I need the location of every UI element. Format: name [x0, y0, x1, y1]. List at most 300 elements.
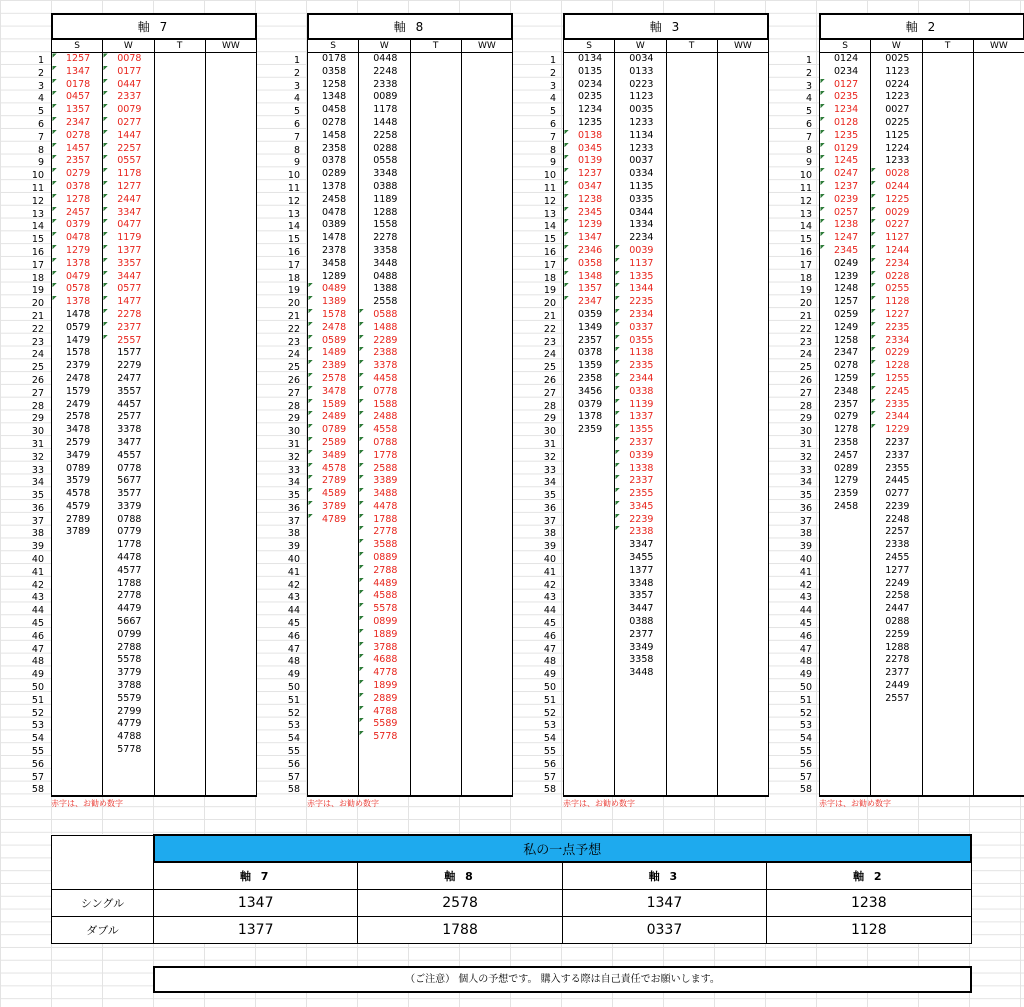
t-cell[interactable] — [666, 654, 717, 667]
t-cell[interactable] — [666, 488, 717, 501]
ww-cell[interactable] — [461, 219, 512, 232]
ww-cell[interactable] — [205, 744, 256, 757]
ww-cell[interactable] — [973, 79, 1024, 92]
w-cell[interactable]: 2235 — [871, 322, 922, 335]
t-cell[interactable] — [922, 437, 973, 450]
s-cell[interactable] — [564, 642, 615, 655]
t-cell[interactable] — [922, 335, 973, 348]
t-cell[interactable] — [666, 603, 717, 616]
w-cell[interactable]: 0788 — [103, 514, 154, 527]
w-cell[interactable]: 1123 — [871, 66, 922, 79]
t-cell[interactable] — [410, 514, 461, 527]
ww-cell[interactable] — [205, 245, 256, 258]
w-cell[interactable]: 2344 — [615, 373, 666, 386]
w-cell[interactable]: 1179 — [103, 232, 154, 245]
t-cell[interactable] — [154, 514, 205, 527]
ww-cell[interactable] — [717, 488, 768, 501]
s-cell[interactable] — [820, 667, 871, 680]
t-cell[interactable] — [922, 475, 973, 488]
s-cell[interactable]: 1589 — [308, 399, 359, 412]
w-cell[interactable]: 3788 — [359, 642, 410, 655]
s-cell[interactable]: 0458 — [308, 104, 359, 117]
ww-cell[interactable] — [205, 79, 256, 92]
t-cell[interactable] — [154, 245, 205, 258]
s-cell[interactable]: 1257 — [52, 53, 103, 66]
ww-cell[interactable] — [205, 731, 256, 744]
t-cell[interactable] — [666, 411, 717, 424]
w-cell[interactable]: 5579 — [103, 693, 154, 706]
ww-cell[interactable] — [973, 104, 1024, 117]
w-cell[interactable]: 1788 — [359, 514, 410, 527]
w-cell[interactable]: 1355 — [615, 424, 666, 437]
w-cell[interactable]: 1477 — [103, 296, 154, 309]
t-cell[interactable] — [154, 642, 205, 655]
ww-cell[interactable] — [205, 411, 256, 424]
t-cell[interactable] — [922, 642, 973, 655]
t-cell[interactable] — [154, 271, 205, 284]
s-cell[interactable] — [564, 514, 615, 527]
ww-cell[interactable] — [717, 667, 768, 680]
ww-cell[interactable] — [717, 347, 768, 360]
t-cell[interactable] — [922, 296, 973, 309]
ww-cell[interactable] — [717, 335, 768, 348]
t-cell[interactable] — [410, 258, 461, 271]
ww-cell[interactable] — [205, 437, 256, 450]
ww-cell[interactable] — [973, 475, 1024, 488]
ww-cell[interactable] — [717, 283, 768, 296]
s-cell[interactable]: 1238 — [564, 194, 615, 207]
s-cell[interactable]: 0589 — [308, 335, 359, 348]
s-cell[interactable]: 2478 — [52, 373, 103, 386]
ww-cell[interactable] — [973, 168, 1024, 181]
t-cell[interactable] — [666, 104, 717, 117]
t-cell[interactable] — [922, 283, 973, 296]
ww-cell[interactable] — [973, 155, 1024, 168]
ww-cell[interactable] — [205, 718, 256, 731]
ww-cell[interactable] — [973, 629, 1024, 642]
t-cell[interactable] — [154, 155, 205, 168]
s-cell[interactable]: 0789 — [52, 463, 103, 476]
w-cell[interactable]: 2477 — [103, 373, 154, 386]
s-cell[interactable]: 0259 — [820, 309, 871, 322]
ww-cell[interactable] — [461, 463, 512, 476]
ww-cell[interactable] — [205, 309, 256, 322]
t-cell[interactable] — [666, 207, 717, 220]
ww-cell[interactable] — [205, 66, 256, 79]
s-cell[interactable]: 2458 — [820, 501, 871, 514]
ww-cell[interactable] — [205, 463, 256, 476]
ww-cell[interactable] — [205, 271, 256, 284]
w-cell[interactable] — [615, 757, 666, 770]
s-cell[interactable]: 2479 — [52, 399, 103, 412]
t-cell[interactable] — [410, 654, 461, 667]
ww-cell[interactable] — [461, 53, 512, 66]
t-cell[interactable] — [666, 590, 717, 603]
w-cell[interactable]: 1377 — [103, 245, 154, 258]
t-cell[interactable] — [666, 757, 717, 770]
w-cell[interactable]: 1255 — [871, 373, 922, 386]
s-cell[interactable]: 0235 — [820, 91, 871, 104]
t-cell[interactable] — [922, 463, 973, 476]
w-cell[interactable]: 3379 — [103, 501, 154, 514]
t-cell[interactable] — [666, 168, 717, 181]
s-cell[interactable]: 0479 — [52, 271, 103, 284]
ww-cell[interactable] — [717, 53, 768, 66]
ww-cell[interactable] — [461, 590, 512, 603]
w-cell[interactable]: 0037 — [615, 155, 666, 168]
ww-cell[interactable] — [461, 757, 512, 770]
w-cell[interactable]: 2447 — [103, 194, 154, 207]
t-cell[interactable] — [922, 386, 973, 399]
t-cell[interactable] — [154, 603, 205, 616]
s-cell[interactable]: 0129 — [820, 143, 871, 156]
ww-cell[interactable] — [461, 616, 512, 629]
w-cell[interactable]: 1123 — [615, 91, 666, 104]
s-cell[interactable]: 2478 — [308, 322, 359, 335]
t-cell[interactable] — [410, 207, 461, 220]
t-cell[interactable] — [666, 79, 717, 92]
w-cell[interactable]: 4458 — [359, 373, 410, 386]
s-cell[interactable] — [820, 578, 871, 591]
s-cell[interactable] — [564, 616, 615, 629]
t-cell[interactable] — [922, 360, 973, 373]
ww-cell[interactable] — [717, 245, 768, 258]
w-cell[interactable]: 2377 — [871, 667, 922, 680]
s-cell[interactable]: 0289 — [820, 463, 871, 476]
t-cell[interactable] — [410, 347, 461, 360]
t-cell[interactable] — [154, 283, 205, 296]
s-cell[interactable]: 2789 — [52, 514, 103, 527]
w-cell[interactable] — [359, 744, 410, 757]
t-cell[interactable] — [410, 322, 461, 335]
t-cell[interactable] — [666, 565, 717, 578]
t-cell[interactable] — [154, 654, 205, 667]
s-cell[interactable]: 0379 — [564, 399, 615, 412]
t-cell[interactable] — [410, 117, 461, 130]
w-cell[interactable]: 1335 — [615, 271, 666, 284]
t-cell[interactable] — [922, 155, 973, 168]
s-cell[interactable]: 1237 — [564, 168, 615, 181]
t-cell[interactable] — [666, 706, 717, 719]
w-cell[interactable]: 1178 — [103, 168, 154, 181]
t-cell[interactable] — [410, 373, 461, 386]
s-cell[interactable]: 1378 — [52, 296, 103, 309]
w-cell[interactable]: 0447 — [103, 79, 154, 92]
s-cell[interactable] — [564, 552, 615, 565]
t-cell[interactable] — [666, 347, 717, 360]
t-cell[interactable] — [666, 399, 717, 412]
s-cell[interactable] — [52, 616, 103, 629]
w-cell[interactable]: 2778 — [103, 590, 154, 603]
s-cell[interactable]: 1239 — [820, 271, 871, 284]
w-cell[interactable]: 2237 — [871, 437, 922, 450]
ww-cell[interactable] — [973, 130, 1024, 143]
t-cell[interactable] — [666, 424, 717, 437]
s-cell[interactable]: 0138 — [564, 130, 615, 143]
w-cell[interactable]: 2377 — [103, 322, 154, 335]
w-cell[interactable]: 5778 — [359, 731, 410, 744]
w-cell[interactable]: 3357 — [615, 590, 666, 603]
ww-cell[interactable] — [717, 91, 768, 104]
t-cell[interactable] — [922, 411, 973, 424]
s-cell[interactable]: 0489 — [308, 283, 359, 296]
ww-cell[interactable] — [973, 219, 1024, 232]
ww-cell[interactable] — [205, 590, 256, 603]
s-cell[interactable]: 1357 — [564, 283, 615, 296]
t-cell[interactable] — [922, 706, 973, 719]
w-cell[interactable] — [615, 770, 666, 783]
s-cell[interactable]: 0358 — [564, 258, 615, 271]
t-cell[interactable] — [154, 744, 205, 757]
w-cell[interactable]: 3348 — [359, 168, 410, 181]
s-cell[interactable] — [820, 629, 871, 642]
ww-cell[interactable] — [461, 309, 512, 322]
t-cell[interactable] — [154, 475, 205, 488]
s-cell[interactable]: 2346 — [564, 245, 615, 258]
ww-cell[interactable] — [461, 475, 512, 488]
w-cell[interactable]: 0035 — [615, 104, 666, 117]
w-cell[interactable]: 2337 — [615, 437, 666, 450]
w-cell[interactable]: 2588 — [359, 463, 410, 476]
ww-cell[interactable] — [461, 514, 512, 527]
s-cell[interactable] — [564, 488, 615, 501]
w-cell[interactable]: 0288 — [359, 143, 410, 156]
ww-cell[interactable] — [973, 770, 1024, 783]
ww-cell[interactable] — [973, 744, 1024, 757]
s-cell[interactable]: 0135 — [564, 66, 615, 79]
t-cell[interactable] — [154, 731, 205, 744]
ww-cell[interactable] — [205, 117, 256, 130]
ww-cell[interactable] — [205, 475, 256, 488]
ww-cell[interactable] — [461, 66, 512, 79]
ww-cell[interactable] — [205, 322, 256, 335]
t-cell[interactable] — [922, 245, 973, 258]
ww-cell[interactable] — [461, 552, 512, 565]
ww-cell[interactable] — [973, 296, 1024, 309]
ww-cell[interactable] — [461, 667, 512, 680]
ww-cell[interactable] — [205, 91, 256, 104]
ww-cell[interactable] — [205, 616, 256, 629]
w-cell[interactable]: 0288 — [871, 616, 922, 629]
s-cell[interactable] — [308, 706, 359, 719]
ww-cell[interactable] — [717, 718, 768, 731]
w-cell[interactable]: 2337 — [615, 475, 666, 488]
s-cell[interactable]: 1234 — [820, 104, 871, 117]
w-cell[interactable]: 4558 — [359, 424, 410, 437]
ww-cell[interactable] — [461, 718, 512, 731]
ww-cell[interactable] — [973, 565, 1024, 578]
w-cell[interactable]: 0277 — [871, 488, 922, 501]
s-cell[interactable] — [820, 616, 871, 629]
s-cell[interactable] — [308, 680, 359, 693]
ww-cell[interactable] — [717, 373, 768, 386]
t-cell[interactable] — [410, 79, 461, 92]
ww-cell[interactable] — [973, 514, 1024, 527]
t-cell[interactable] — [922, 770, 973, 783]
s-cell[interactable]: 0239 — [820, 194, 871, 207]
w-cell[interactable]: 0133 — [615, 66, 666, 79]
t-cell[interactable] — [410, 706, 461, 719]
ww-cell[interactable] — [205, 53, 256, 66]
w-cell[interactable]: 3358 — [359, 245, 410, 258]
ww-cell[interactable] — [461, 194, 512, 207]
s-cell[interactable]: 4589 — [308, 488, 359, 501]
w-cell[interactable]: 4778 — [359, 667, 410, 680]
s-cell[interactable]: 1235 — [564, 117, 615, 130]
s-cell[interactable]: 3789 — [308, 501, 359, 514]
ww-cell[interactable] — [973, 590, 1024, 603]
ww-cell[interactable] — [205, 232, 256, 245]
t-cell[interactable] — [666, 66, 717, 79]
t-cell[interactable] — [922, 731, 973, 744]
w-cell[interactable]: 2239 — [615, 514, 666, 527]
ww-cell[interactable] — [973, 66, 1024, 79]
t-cell[interactable] — [666, 194, 717, 207]
w-cell[interactable]: 2278 — [871, 654, 922, 667]
s-cell[interactable]: 0478 — [308, 207, 359, 220]
w-cell[interactable] — [871, 770, 922, 783]
t-cell[interactable] — [666, 642, 717, 655]
t-cell[interactable] — [922, 744, 973, 757]
s-cell[interactable] — [564, 744, 615, 757]
w-cell[interactable]: 0557 — [103, 155, 154, 168]
ww-cell[interactable] — [205, 360, 256, 373]
ww-cell[interactable] — [717, 526, 768, 539]
ww-cell[interactable] — [717, 770, 768, 783]
s-cell[interactable]: 1578 — [308, 309, 359, 322]
t-cell[interactable] — [410, 629, 461, 642]
t-cell[interactable] — [410, 616, 461, 629]
w-cell[interactable]: 2278 — [359, 232, 410, 245]
ww-cell[interactable] — [461, 526, 512, 539]
w-cell[interactable]: 1229 — [871, 424, 922, 437]
ww-cell[interactable] — [717, 680, 768, 693]
w-cell[interactable]: 1125 — [871, 130, 922, 143]
t-cell[interactable] — [154, 373, 205, 386]
s-cell[interactable]: 1347 — [564, 232, 615, 245]
t-cell[interactable] — [666, 143, 717, 156]
s-cell[interactable]: 1234 — [564, 104, 615, 117]
s-cell[interactable]: 1235 — [820, 130, 871, 143]
s-cell[interactable] — [564, 539, 615, 552]
s-cell[interactable]: 3789 — [52, 526, 103, 539]
ww-cell[interactable] — [717, 731, 768, 744]
s-cell[interactable] — [820, 603, 871, 616]
w-cell[interactable]: 1135 — [615, 181, 666, 194]
ww-cell[interactable] — [973, 335, 1024, 348]
w-cell[interactable]: 2338 — [871, 539, 922, 552]
t-cell[interactable] — [666, 322, 717, 335]
t-cell[interactable] — [666, 680, 717, 693]
ww-cell[interactable] — [205, 514, 256, 527]
ww-cell[interactable] — [717, 232, 768, 245]
w-cell[interactable]: 3349 — [615, 642, 666, 655]
w-cell[interactable]: 3448 — [615, 667, 666, 680]
s-cell[interactable]: 1237 — [820, 181, 871, 194]
w-cell[interactable]: 2557 — [103, 335, 154, 348]
s-cell[interactable]: 0379 — [52, 219, 103, 232]
w-cell[interactable]: 2557 — [871, 693, 922, 706]
t-cell[interactable] — [922, 271, 973, 284]
w-cell[interactable]: 2355 — [615, 488, 666, 501]
t-cell[interactable] — [410, 66, 461, 79]
ww-cell[interactable] — [717, 309, 768, 322]
ww-cell[interactable] — [717, 360, 768, 373]
t-cell[interactable] — [410, 552, 461, 565]
ww-cell[interactable] — [717, 399, 768, 412]
w-cell[interactable]: 2279 — [103, 360, 154, 373]
ww-cell[interactable] — [973, 680, 1024, 693]
t-cell[interactable] — [666, 296, 717, 309]
t-cell[interactable] — [410, 194, 461, 207]
ww-cell[interactable] — [717, 590, 768, 603]
ww-cell[interactable] — [461, 693, 512, 706]
w-cell[interactable]: 2334 — [615, 309, 666, 322]
s-cell[interactable] — [308, 539, 359, 552]
ww-cell[interactable] — [461, 629, 512, 642]
t-cell[interactable] — [922, 309, 973, 322]
w-cell[interactable]: 0344 — [615, 207, 666, 220]
w-cell[interactable]: 0779 — [103, 526, 154, 539]
s-cell[interactable] — [820, 770, 871, 783]
ww-cell[interactable] — [973, 437, 1024, 450]
s-cell[interactable] — [52, 680, 103, 693]
w-cell[interactable]: 1377 — [615, 565, 666, 578]
t-cell[interactable] — [410, 744, 461, 757]
ww-cell[interactable] — [973, 654, 1024, 667]
t-cell[interactable] — [410, 168, 461, 181]
s-cell[interactable] — [564, 565, 615, 578]
w-cell[interactable]: 0388 — [359, 181, 410, 194]
s-cell[interactable]: 1257 — [820, 296, 871, 309]
t-cell[interactable] — [666, 373, 717, 386]
s-cell[interactable] — [564, 693, 615, 706]
ww-cell[interactable] — [717, 578, 768, 591]
s-cell[interactable] — [820, 539, 871, 552]
s-cell[interactable]: 2578 — [52, 411, 103, 424]
w-cell[interactable]: 0334 — [615, 168, 666, 181]
s-cell[interactable] — [820, 757, 871, 770]
t-cell[interactable] — [410, 424, 461, 437]
t-cell[interactable] — [154, 463, 205, 476]
t-cell[interactable] — [410, 155, 461, 168]
w-cell[interactable]: 1138 — [615, 347, 666, 360]
t-cell[interactable] — [154, 168, 205, 181]
s-cell[interactable]: 0279 — [52, 168, 103, 181]
s-cell[interactable] — [308, 603, 359, 616]
t-cell[interactable] — [922, 578, 973, 591]
w-cell[interactable]: 2235 — [615, 296, 666, 309]
w-cell[interactable]: 0229 — [871, 347, 922, 360]
w-cell[interactable]: 3477 — [103, 437, 154, 450]
w-cell[interactable]: 0227 — [871, 219, 922, 232]
s-cell[interactable] — [52, 718, 103, 731]
ww-cell[interactable] — [717, 79, 768, 92]
w-cell[interactable]: 4557 — [103, 450, 154, 463]
t-cell[interactable] — [410, 296, 461, 309]
s-cell[interactable] — [308, 693, 359, 706]
w-cell[interactable]: 1899 — [359, 680, 410, 693]
w-cell[interactable]: 0338 — [615, 386, 666, 399]
t-cell[interactable] — [410, 219, 461, 232]
w-cell[interactable]: 2445 — [871, 475, 922, 488]
t-cell[interactable] — [154, 718, 205, 731]
ww-cell[interactable] — [205, 757, 256, 770]
w-cell[interactable]: 0223 — [615, 79, 666, 92]
t-cell[interactable] — [154, 757, 205, 770]
t-cell[interactable] — [922, 53, 973, 66]
ww-cell[interactable] — [461, 271, 512, 284]
